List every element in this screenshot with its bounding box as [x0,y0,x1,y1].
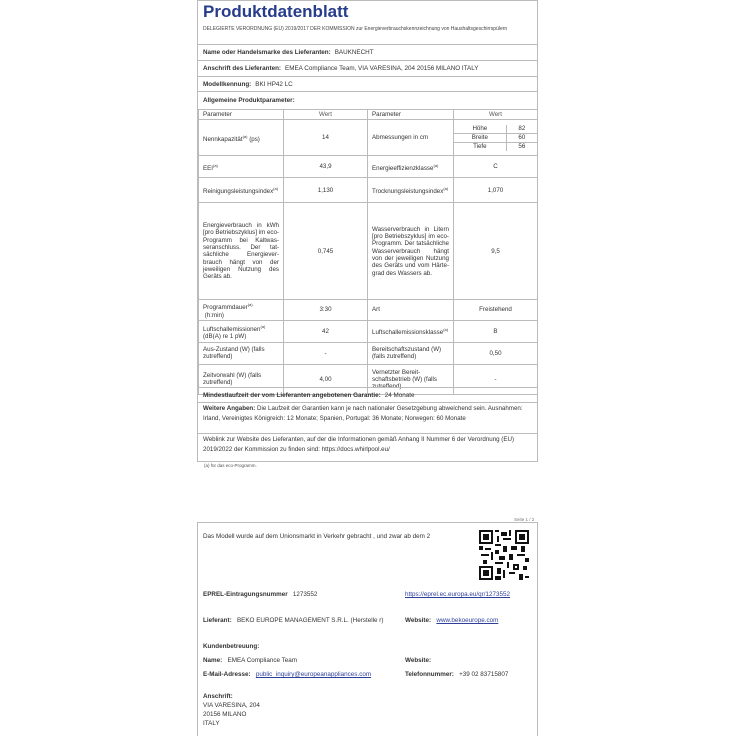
model-row [198,76,537,91]
type-value: Freistehend [454,300,538,321]
off-mode-label: Aus-Zustand (W) (falls zutreffend) [199,342,284,364]
weblink-text: Weblink zur Website des Lieferanten, auf der die Informationen gemäß Anhang II Nummer 6 der Verordnung (EU) 2019/2022 der Kommission zu finden sind: [203,436,515,453]
off-mode-value: - [284,342,368,364]
cleaning-index-value: 1,130 [284,178,368,203]
drying-index-value: 1,070 [454,178,538,203]
eprel-number: 1273552 [292,591,318,598]
cs-address [203,692,260,728]
eprel-label: EPREL-Eintragungsnummer [203,591,288,598]
customer-service-heading: Kundenbetreuung: [203,643,260,650]
height-value: 82 [506,125,537,134]
table-row [199,300,538,321]
further-info-label: Weitere Angaben: [203,405,256,412]
cs-phone-row [405,670,508,679]
supplier-label: Lieferant: [203,617,232,624]
general-params-row [198,91,537,109]
table-row [199,320,538,342]
type-label: Art [368,300,454,321]
supplier-name-row [198,44,537,60]
supplier-name-value: BAUKNECHT [334,49,374,56]
height-label: Höhe [454,125,506,134]
width-value: 60 [506,133,537,142]
cs-website-row [405,656,431,665]
eprel-row [203,590,317,599]
weblink-url[interactable]: https://docs.whirlpool.eu/ [321,445,390,453]
table-header-row [199,110,538,120]
supplier-value: BEKO EUROPE MANAGEMENT S.R.L. (Herstelle r) [236,617,384,624]
duration-value: 3:30 [284,300,368,321]
cs-phone-value: +39 02 83715807 [459,671,509,678]
header-value: Wert [284,110,368,120]
weblink-info [198,433,537,462]
water-consumption-label: Wasserverbrauch in Litern [pro Betriebszyklus] im eco-Programm. Der tatsächliche Wasserverbrauch hängt von der jeweiligen Nutzung des Geräts und vom Härtegrad des Wassers ab. [368,203,454,300]
supplier-website-row [405,616,498,625]
model-label: Modellkennung: [203,80,252,88]
drying-index-label: Trocknungsleistungsindex$^{(a)}$ [368,178,454,203]
depth-value: 56 [506,142,537,151]
supplier-name-label: Name oder Handelsmarke des Lieferanten: [203,49,331,56]
further-info [198,402,537,433]
page-number: Seite 1 / 2 [514,517,535,522]
dimensions-cell [454,120,538,156]
market-text: Das Modell wurde auf dem Unionsmarkt in Verkehr gebracht , und zwar ab dem 2 [203,533,431,540]
guarantee-row [198,387,537,402]
table-row [199,342,538,364]
address-line: VIA VARESINA, 204 [203,702,260,709]
regulation-subtitle: DELEGIERTE VERORDNUNG (EU) 2019/2017 DER KOMMISSION zur Energieverbrauchskennzeichnung von Haushaltsgeschirrspülern [203,26,508,32]
header-parameter: Parameter [368,110,454,120]
table-row [199,178,538,203]
delay-start-value: 4,00 [284,364,368,394]
page-title: Produktdatenblatt [203,2,349,21]
cs-website-label: Website: [405,657,432,664]
guarantee-value: 24 Monate [384,391,415,399]
address-line: 20156 MILANO [203,711,247,718]
energy-consumption-label: Energieverbrauch in kWh [pro Betriebszyklus] im eco-Programm bei Kaltwasseranschluss. Der tatsächliche Energieverbrauch hängt von der jeweiligen Nutzung des Geräts ab. [199,203,284,300]
noise-class-label: Luftschallemissionsklasse$^{(a)}$ [368,320,454,342]
energy-consumption-value: 0,745 [284,203,368,300]
supplier-row [203,616,398,625]
capacity-value: 14 [284,120,368,156]
model-value: BKI HP42 LC [255,80,293,88]
eprel-link[interactable]: https://eprel.ec.europa.eu/qr/1273552 [405,591,511,598]
general-params-label: Allgemeine Produktparameter: [203,97,295,104]
footnote: (a) für das eco-Programm. [204,463,257,468]
cs-email-label: E-Mail-Adresse: [203,671,251,678]
table-row [199,203,538,300]
address-line: ITALY [203,720,220,727]
cs-name-row [203,656,297,665]
delay-start-label: Zeitvorwahl (W) (falls zutreffend) [199,364,284,394]
website-link[interactable]: www.bekoeurope.com [436,617,499,624]
website-label: Website: [405,617,432,624]
capacity-label: Nennkapazität$^{(a)}$ (ps) [199,120,284,156]
water-consumption-value: 9,5 [454,203,538,300]
standby-value: 0,50 [454,342,538,364]
noise-label: Luftschallemissionen$^{(a)}$ (dB(A) re 1 pW) [199,320,284,342]
cs-phone-label: Telefonnummer: [405,671,454,678]
noise-class-value: B [454,320,538,342]
dimensions-label: Abmessungen in cm [368,120,454,156]
cs-name-label: Name: [203,657,223,664]
supplier-address-value: EMEA Compliance Team, VIA VARESINA, 204 20156 MILANO ITALY [285,65,479,72]
guarantee-label: Mindestlaufzeit der vom Lieferanten angebotenen Garantie: [203,391,381,399]
eei-value: 43,9 [284,156,368,178]
network-standby-label: Vernetzter Bereitschaftsbetrieb (W) (falls zutreffend) [368,364,454,394]
eei-label: EEI$^{(a)}$ [199,156,284,178]
supplier-address-label: Anschrift des Lieferanten: [203,65,282,72]
further-info-text: Die Laufzeit der Garantien kann je nach nationaler Gesetzgebung abweichend sein. Ausnahmen: Irland, Vereinigtes Königreich: 12 Monate; Spanien, Portugal: 36 Monate; Norwegen: 60 Monate [203,405,523,422]
energy-class-label: Energieeffizienzklasse$^{(a)}$ [368,156,454,178]
cs-email-row [203,670,398,679]
header-value: Wert [454,110,538,120]
cs-email-link[interactable]: public_inquiry@europeanappliances.com [255,671,372,678]
duration-label: Programmdauer$^{(a)}$ (h:min) [199,300,284,321]
standby-label: Bereitschaftszustand (W) (falls zutreffend) [368,342,454,364]
table-row [199,156,538,178]
table-row [199,120,538,156]
noise-value: 42 [284,320,368,342]
energy-class-value: C [454,156,538,178]
qr-code[interactable] [479,530,529,580]
network-standby-value: - [454,364,538,394]
cleaning-index-label: Reinigungsleistungsindex$^{(a)}$ [199,178,284,203]
cs-address-label: Anschrift: [203,693,233,700]
width-label: Breite [454,133,506,142]
depth-label: Tiefe [473,142,487,150]
cs-name-value: EMEA Compliance Team [227,657,298,664]
parameters-table [198,109,538,395]
supplier-address-row [198,60,537,76]
header-parameter: Parameter [199,110,284,120]
